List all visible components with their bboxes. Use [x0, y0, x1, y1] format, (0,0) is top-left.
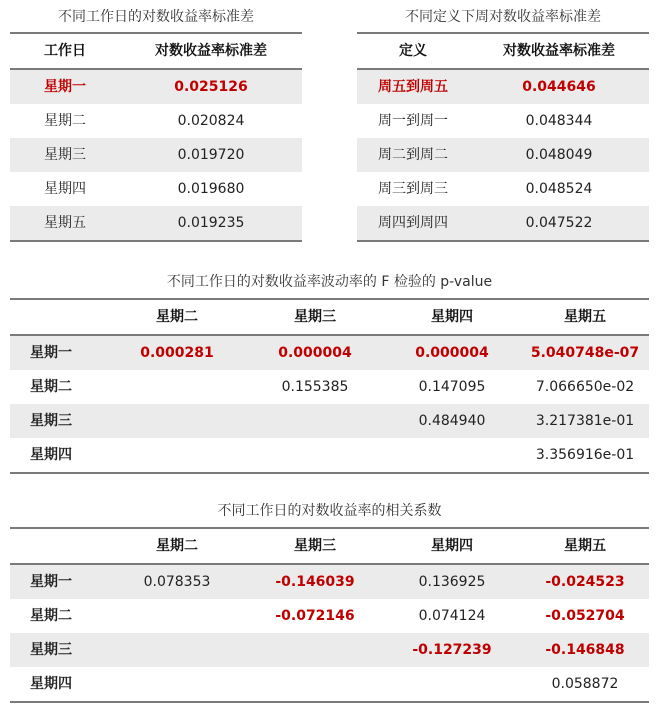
table-row	[10, 104, 302, 138]
table-cell: -0.146039	[275, 574, 355, 590]
std-weekday-table	[10, 32, 302, 242]
table-cell	[107, 370, 247, 404]
table-cell: 周三到周三	[378, 181, 448, 197]
table-cell: 0.048344	[525, 113, 593, 129]
table-row	[10, 404, 649, 438]
ftest-caption: 不同工作日的对数收益率波动率的 F 检验的 p-value	[166, 274, 493, 290]
table-header-row	[357, 33, 649, 69]
table-cell: 0.147095	[418, 379, 486, 395]
row-header: 星期三	[30, 642, 72, 658]
table-cell: 0.047522	[525, 215, 593, 231]
table-cell: 0.000004	[415, 345, 489, 361]
row-header: 星期三	[30, 413, 72, 429]
table-cell: 0.019720	[177, 147, 245, 163]
table-cell: 星期一	[44, 79, 86, 95]
table-row	[10, 633, 649, 667]
table-cell: 0.058872	[551, 676, 619, 692]
column-header: 工作日	[10, 33, 120, 69]
table-cell: -0.146848	[545, 642, 625, 658]
table-row	[10, 138, 302, 172]
table-cell: 0.000004	[278, 345, 352, 361]
table-cell: 0.000281	[140, 345, 214, 361]
table-header-row	[10, 299, 649, 335]
column-header: 对数收益率标准差	[120, 33, 302, 69]
column-header: 星期二	[107, 299, 247, 335]
row-header: 星期一	[30, 574, 72, 590]
table-cell: 0.155385	[281, 379, 349, 395]
table-cell: 0.020824	[177, 113, 245, 129]
table-cell: 周一到周一	[378, 113, 448, 129]
table-cell: 7.066650e-02	[535, 379, 635, 395]
table-cell: 周二到周二	[378, 147, 448, 163]
table-row	[10, 69, 302, 104]
std-week-table	[357, 32, 649, 242]
row-header: 星期四	[30, 676, 72, 692]
table-cell: 0.044646	[522, 79, 596, 95]
column-header: 定义	[357, 33, 469, 69]
column-header: 星期三	[247, 528, 383, 564]
table-row	[10, 335, 649, 370]
column-header: 星期四	[383, 299, 521, 335]
table-cell: 星期四	[44, 181, 86, 197]
table-header-row	[10, 33, 302, 69]
table-cell: -0.127239	[412, 642, 492, 658]
column-header: 星期五	[521, 528, 649, 564]
table-row	[10, 667, 649, 702]
row-header: 星期二	[30, 608, 72, 624]
table-row	[357, 104, 649, 138]
table-row	[357, 172, 649, 206]
table-cell	[247, 667, 383, 702]
table-cell: 0.019680	[177, 181, 245, 197]
column-header: 对数收益率标准差	[469, 33, 649, 69]
table-cell	[247, 633, 383, 667]
ftest-table	[10, 298, 649, 474]
table-header-row	[10, 528, 649, 564]
table-cell: 周五到周五	[378, 79, 448, 95]
table-cell: 0.025126	[174, 79, 248, 95]
table-cell	[383, 667, 521, 702]
table-cell: 0.484940	[418, 413, 486, 429]
column-header: 星期二	[107, 528, 247, 564]
table-cell: 星期三	[44, 147, 86, 163]
corr-caption: 不同工作日的对数收益率的相关系数	[217, 503, 442, 519]
table-cell: 0.048524	[525, 181, 593, 197]
table-row	[357, 206, 649, 241]
table-row	[10, 172, 302, 206]
table-row	[10, 599, 649, 633]
std-week-caption: 不同定义下周对数收益率标准差	[405, 9, 601, 25]
table-row	[10, 438, 649, 473]
table-cell	[247, 438, 383, 473]
column-header	[10, 528, 107, 564]
column-header: 星期四	[383, 528, 521, 564]
table-cell	[247, 404, 383, 438]
table-cell: 星期五	[44, 215, 86, 231]
table-cell: -0.024523	[545, 574, 625, 590]
row-header: 星期一	[30, 345, 72, 361]
table-cell: 0.048049	[525, 147, 593, 163]
row-header: 星期二	[30, 379, 72, 395]
table-cell: 3.217381e-01	[535, 413, 635, 429]
table-row	[357, 69, 649, 104]
table-row	[10, 564, 649, 599]
table-cell: -0.072146	[275, 608, 355, 624]
table-cell: 3.356916e-01	[535, 447, 635, 463]
table-cell: 0.078353	[143, 574, 211, 590]
table-cell	[107, 438, 247, 473]
table-cell: 0.019235	[177, 215, 245, 231]
row-header: 星期四	[30, 447, 72, 463]
table-cell	[383, 438, 521, 473]
table-cell	[107, 404, 247, 438]
column-header: 星期五	[521, 299, 649, 335]
table-cell: 星期二	[44, 113, 86, 129]
table-cell	[107, 667, 247, 702]
table-cell: -0.052704	[545, 608, 625, 624]
table-row	[357, 138, 649, 172]
corr-table	[10, 527, 649, 703]
std-weekday-caption: 不同工作日的对数收益率标准差	[58, 9, 254, 25]
table-cell: 周四到周四	[378, 215, 448, 231]
table-row	[10, 370, 649, 404]
column-header: 星期三	[247, 299, 383, 335]
table-cell	[107, 599, 247, 633]
column-header	[10, 299, 107, 335]
table-cell: 0.074124	[418, 608, 486, 624]
table-cell: 0.136925	[418, 574, 486, 590]
table-cell	[107, 633, 247, 667]
table-row	[10, 206, 302, 241]
table-cell: 5.040748e-07	[530, 345, 640, 361]
